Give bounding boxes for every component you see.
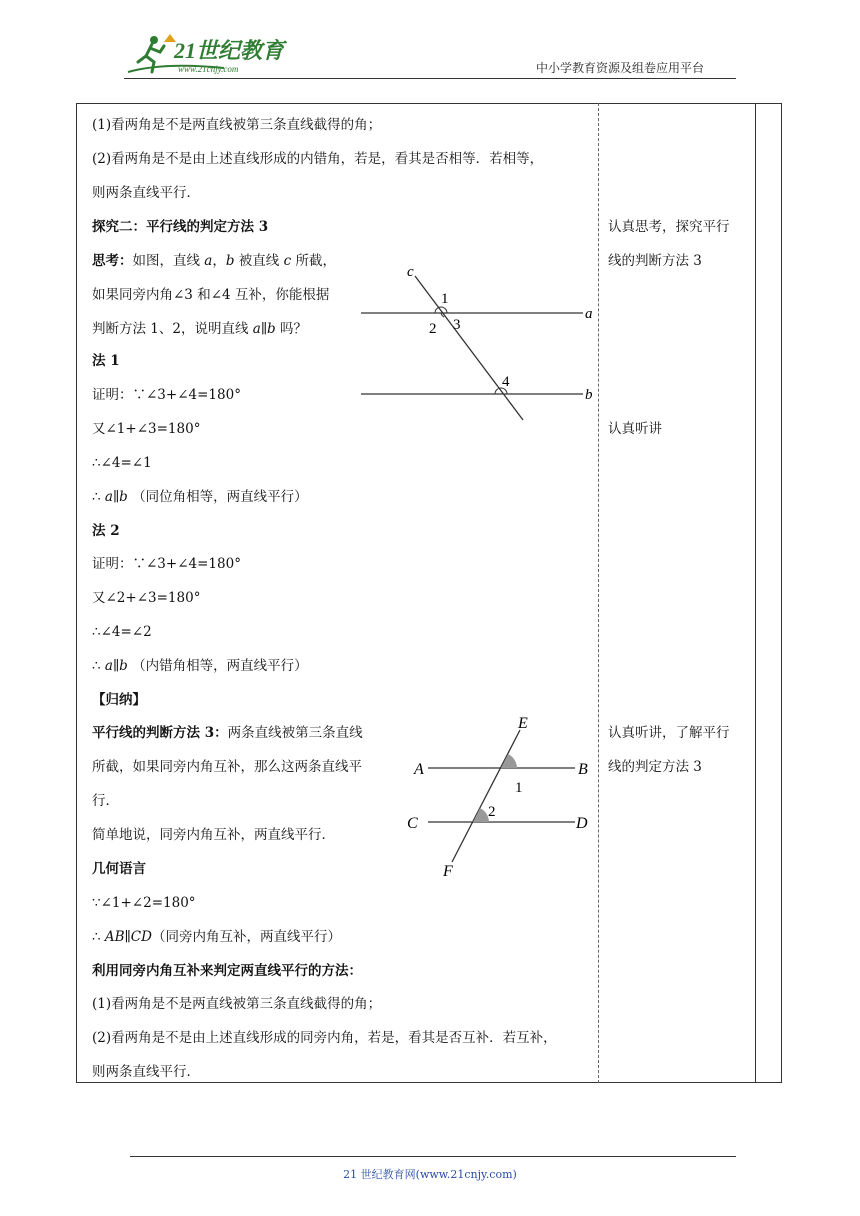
text: （内错角相等，两直线平行） (127, 658, 308, 674)
footer-rule (130, 1156, 736, 1157)
rule-line-2: 所截，如果同旁内角互补，那么这两条直线平 (92, 759, 362, 775)
geo-line (92, 928, 341, 946)
site-logo (124, 32, 294, 80)
text-line: 则两条直线平行． (92, 1064, 200, 1080)
var-c: c (283, 253, 292, 269)
proof-line: 又∠2+∠3=180° (92, 590, 201, 606)
label-A: A (414, 761, 424, 778)
angle-1-label: 1 (441, 291, 449, 307)
text: ∴ (92, 929, 105, 945)
rule-line-1 (92, 724, 363, 742)
text: 如图，直线 (132, 253, 205, 269)
column-divider-right (755, 103, 756, 1083)
think-label: 思考： (92, 253, 133, 269)
label-c: c (407, 264, 414, 280)
proof-line: 证明：∵∠3+∠4=180° (92, 387, 241, 403)
angle-2-label: 2 (488, 804, 496, 820)
geo-line: ∵∠1+∠2=180° (92, 895, 196, 911)
summary-title: 【归纳】 (92, 692, 146, 708)
method-2-title: 法 2 (92, 523, 120, 539)
text: （同旁内角互补，两直线平行） (151, 929, 341, 945)
label-b: b (585, 387, 593, 403)
proof-conclusion (92, 657, 308, 675)
text: ， (212, 253, 226, 269)
angle-1-label: 1 (515, 780, 523, 796)
text: 所截， (291, 253, 336, 269)
angle-3-label: 3 (453, 317, 461, 333)
text: 判断方法 1、2，说明直线 (92, 321, 253, 337)
logo-url: www.21cnjy.com (178, 64, 239, 74)
label-C: C (407, 815, 418, 832)
label-E: E (518, 715, 528, 732)
proof-line: 又∠1+∠3=180° (92, 421, 201, 437)
figure-transversal-abc (355, 262, 605, 422)
rule-simple: 简单地说，同旁内角互补，两直线平行． (92, 827, 335, 843)
parallel-expr: a∥b (252, 321, 276, 337)
think-line-2: 如果同旁内角∠3 和∠4 互补，你能根据 (92, 287, 330, 303)
text: ∴ (92, 658, 105, 674)
angle-4-label: 4 (502, 374, 510, 390)
text: 被直线 (234, 253, 284, 269)
label-D: D (576, 815, 588, 832)
rule-line-3: 行． (92, 793, 119, 809)
label-a: a (585, 306, 593, 322)
var-a: a (204, 253, 213, 269)
parallel-expr: a∥b (104, 489, 128, 505)
text-line: (1)看两角是不是两直线被第三条直线截得的角； (92, 996, 382, 1012)
student-activity: 线的判断方法 3 (608, 253, 702, 269)
angle-2-label: 2 (429, 321, 437, 337)
text: ∴ (92, 489, 105, 505)
explore-title: 探究二：平行线的判定方法 3 (92, 219, 269, 235)
proof-line: 证明：∵∠3+∠4=180° (92, 556, 241, 572)
header-rule (124, 78, 736, 79)
label-B: B (578, 761, 588, 778)
rule-title: 平行线的判断方法 3： (92, 725, 228, 741)
logo-text: 21世纪教育 (174, 38, 285, 63)
method-title: 利用同旁内角互补来判定两直线平行的方法： (92, 963, 362, 979)
label-F: F (443, 863, 453, 880)
student-activity: 认真听讲 (608, 421, 662, 437)
text-line: (1)看两角是不是两直线被第三条直线截得的角； (92, 117, 382, 133)
text-line: (2)看两角是不是由上述直线形成的同旁内角，若是，看其是否互补．若互补， (92, 1030, 557, 1046)
think-line-3 (92, 320, 307, 338)
line-ef (452, 730, 520, 862)
think-line-1 (92, 252, 336, 270)
line-c (415, 276, 523, 420)
column-divider (598, 103, 599, 1083)
text: 两条直线被第三条直线 (227, 725, 363, 741)
text-line: 则两条直线平行． (92, 185, 200, 201)
text-line: (2)看两角是不是由上述直线形成的内错角，若是，看其是否相等．若相等， (92, 151, 544, 167)
text: （同位角相等，两直线平行） (127, 489, 308, 505)
proof-line: ∴∠4=∠1 (92, 455, 152, 471)
text: 吗？ (275, 321, 307, 337)
footer-link[interactable]: 21 世纪教育网(www.21cnjy.com) (343, 1168, 517, 1181)
geo-title: 几何语言 (92, 861, 146, 877)
var-b: b (225, 253, 235, 269)
student-activity: 线的判定方法 3 (608, 759, 702, 775)
parallel-expr: AB∥CD (104, 929, 152, 945)
student-activity: 认真听讲，了解平行 (608, 725, 730, 741)
platform-tagline: 中小学教育资源及组卷应用平台 (536, 61, 705, 75)
figure-transversal-abcd (400, 712, 600, 884)
method-1-title: 法 1 (92, 353, 120, 369)
proof-conclusion (92, 488, 308, 506)
parallel-expr: a∥b (104, 658, 128, 674)
angle-2-fill (473, 808, 489, 822)
proof-line: ∴∠4=∠2 (92, 624, 152, 640)
student-activity: 认真思考，探究平行 (608, 219, 730, 235)
